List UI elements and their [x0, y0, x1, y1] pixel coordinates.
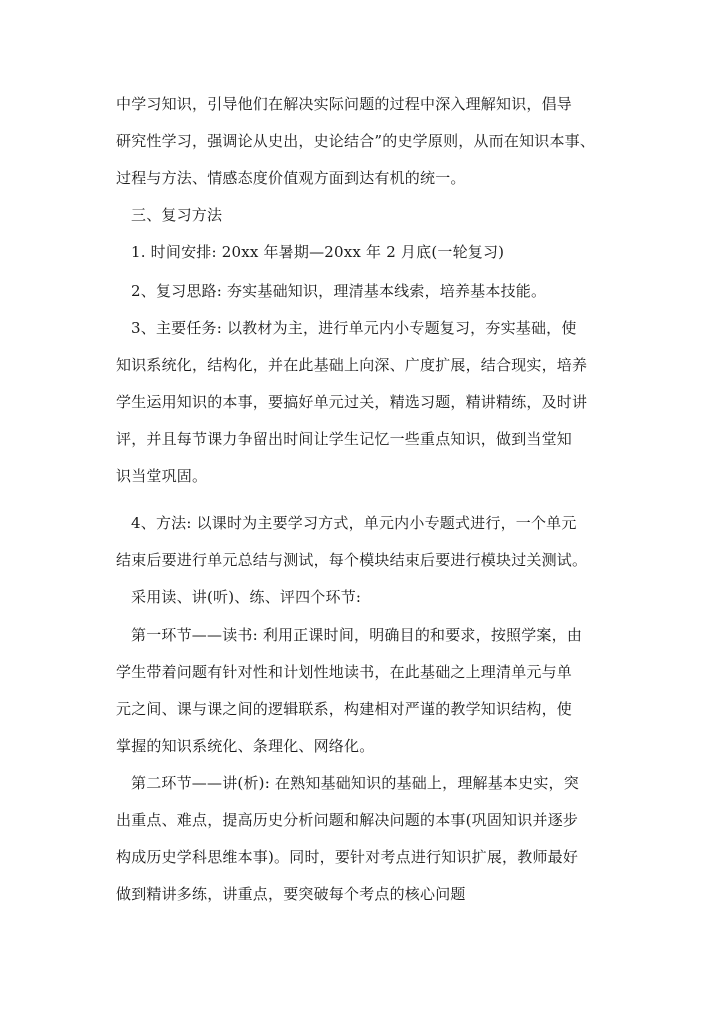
text-line-14: 采用读、讲(听)、练、评四个环节:	[131, 588, 362, 606]
text-line-11: 识当堂巩固。	[116, 467, 208, 485]
text-line-7: 3、主要任务: 以教材为主，进行单元内小专题复习，夯实基础，使	[131, 319, 577, 337]
text-line-18: 掌握的知识系统化、条理化、网络化。	[116, 737, 375, 755]
text-line-5: 1. 时间安排: 20xx 年暑期—20xx 年 2 月底(一轮复习)	[131, 243, 505, 261]
text-line-10: 评，并且每节课力争留出时间让学生记忆一些重点知识，做到当堂知	[116, 430, 573, 448]
text-line-20: 出重点、难点，提高历史分析问题和解决问题的本事(巩固知识并逐步	[116, 811, 579, 829]
text-line-6: 2、复习思路: 夯实基础知识，理清基本线索，培养基本技能。	[131, 282, 547, 300]
text-line-15: 第一环节——读书: 利用正课时间，明确目的和要求，按照学案，由	[131, 626, 583, 644]
text-line-22: 做到精讲多练，讲重点，要突破每个考点的核心问题	[116, 885, 466, 903]
text-line-9: 学生运用知识的本事，要搞好单元过关，精选习题，精讲精练，及时讲	[116, 393, 588, 411]
text-line-12: 4、方法: 以课时为主要学习方式，单元内小专题式进行，一个单元	[131, 514, 577, 532]
text-line-8: 知识系统化，结构化，并在此基础上向深、广度扩展，结合现实，培养	[116, 356, 588, 374]
text-line-17: 元之间、课与课之间的逻辑联系，构建相对严谨的教学知识结构，使	[116, 700, 573, 718]
text-line-16: 学生带着问题有针对性和计划性地读书，在此基础之上理清单元与单	[116, 663, 573, 681]
text-line-19: 第二环节——讲(析): 在熟知基础知识的基础上，理解基本史实，突	[131, 774, 579, 792]
text-line-21: 构成历史学科思维本事)。同时，要针对考点进行知识扩展，教师最好	[116, 848, 579, 866]
text-line-3: 过程与方法、情感态度价值观方面到达有机的统一。	[116, 169, 466, 187]
text-line-1: 中学习知识，引导他们在解决实际问题的过程中深入理解知识，倡导	[116, 95, 573, 113]
text-line-13: 结束后要进行单元总结与测试，每个模块结束后要进行模块过关测试。	[116, 551, 588, 569]
section-heading: 三、复习方法	[131, 206, 223, 224]
text-line-2: 研究性学习，强调论从史出，史论结合”的史学原则，从而在知识本事、	[116, 132, 596, 150]
